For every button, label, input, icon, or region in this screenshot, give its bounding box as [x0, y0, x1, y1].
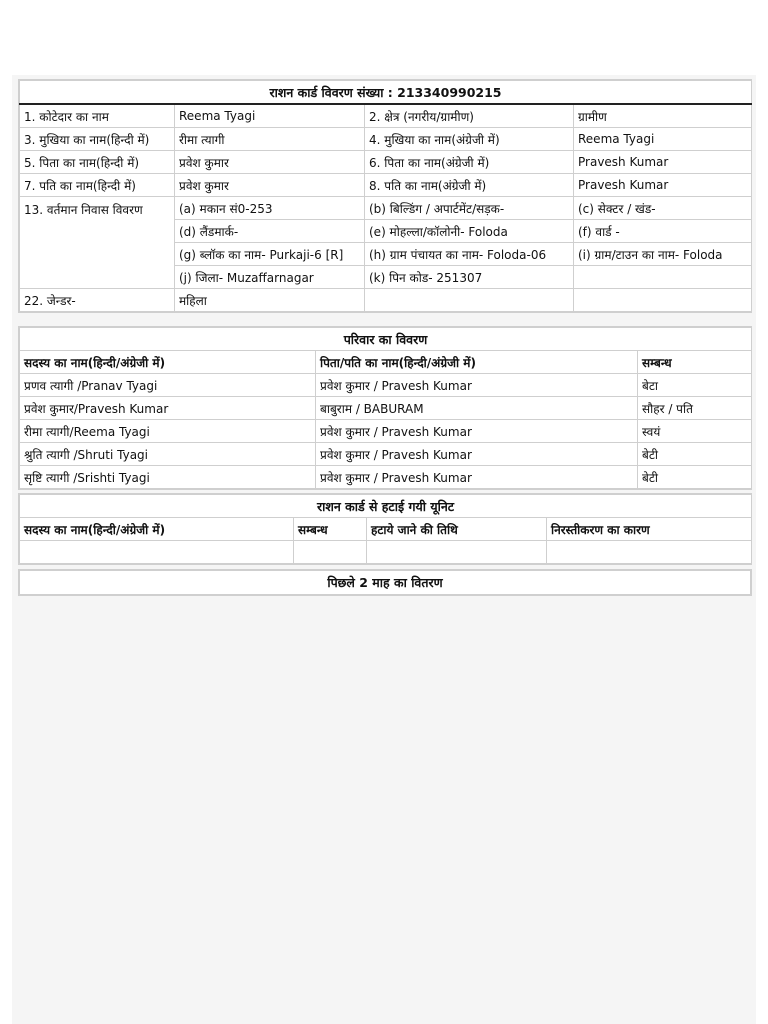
- gram-panchayat: (h) ग्राम पंचायत का नाम- Foloda-06: [365, 243, 574, 266]
- head-name-english-label: 4. मुखिया का नाम(अंग्रेजी में): [365, 128, 574, 151]
- father-name-hindi-value: प्रवेश कुमार: [175, 151, 365, 174]
- pin-code: (k) पिन कोड- 251307: [365, 266, 574, 289]
- table-row: [20, 466, 752, 489]
- removed-units-title: राशन कार्ड से हटाई गयी यूनिट: [20, 495, 752, 518]
- father-name-hindi-label: 5. पिता का नाम(हिन्दी में): [20, 151, 175, 174]
- area-type-label: 2. क्षेत्र (नगरीय/ग्रामीण): [365, 104, 574, 128]
- member-name: रीमा त्यागी/Reema Tyagi: [20, 420, 316, 443]
- landmark: (d) लैंडमार्क-: [175, 220, 365, 243]
- table-row: [20, 197, 752, 220]
- address-label: 13. वर्तमान निवास विवरण: [20, 197, 175, 289]
- removed-relation-header: सम्बन्ध: [294, 518, 367, 541]
- member-name: श्रुति त्यागी /Shruti Tyagi: [20, 443, 316, 466]
- empty-cell: [367, 541, 547, 564]
- family-title: परिवार का विवरण: [20, 328, 752, 351]
- member-name: सृष्टि त्यागी /Srishti Tyagi: [20, 466, 316, 489]
- husband-name-english-label: 8. पति का नाम(अंग्रेजी में): [365, 174, 574, 197]
- empty-cell: [365, 289, 574, 312]
- empty-cell: [574, 266, 752, 289]
- distribution-title: पिछले 2 माह का वितरण: [20, 571, 751, 595]
- father-name-english-value: Pravesh Kumar: [574, 151, 752, 174]
- house-number: (a) मकान सं0-253: [175, 197, 365, 220]
- member-name: प्रणव त्यागी /Pranav Tyagi: [20, 374, 316, 397]
- district: (j) जिला- Muzaffarnagar: [175, 266, 365, 289]
- head-name-hindi-label: 3. मुखिया का नाम(हिन्दी में): [20, 128, 175, 151]
- village-town: (i) ग्राम/टाउन का नाम- Foloda: [574, 243, 752, 266]
- family-table: [19, 327, 752, 489]
- removal-date-header: हटाये जाने की तिथि: [367, 518, 547, 541]
- table-row: [20, 397, 752, 420]
- table-row: [20, 289, 752, 312]
- distribution-section: [18, 569, 752, 596]
- gender-value: महिला: [175, 289, 365, 312]
- relation: सौहर / पति: [638, 397, 752, 420]
- card-details-title: राशन कार्ड विवरण संख्या : 213340990215: [20, 81, 752, 105]
- father-husband-name: प्रवेश कुमार / Pravesh Kumar: [316, 420, 638, 443]
- mohalla-colony: (e) मोहल्ला/कॉलोनी- Foloda: [365, 220, 574, 243]
- father-husband-header: पिता/पति का नाम(हिन्दी/अंग्रेजी में): [316, 351, 638, 374]
- dealer-name-value: Reema Tyagi: [175, 104, 365, 128]
- removed-member-name-header: सदस्य का नाम(हिन्दी/अंग्रेजी में): [20, 518, 294, 541]
- head-name-english-value: Reema Tyagi: [574, 128, 752, 151]
- relation: बेटी: [638, 466, 752, 489]
- relation: बेटा: [638, 374, 752, 397]
- removed-units-section: [18, 493, 752, 565]
- removed-units-table: [19, 494, 752, 564]
- empty-cell: [547, 541, 752, 564]
- empty-cell: [574, 289, 752, 312]
- relation: बेटी: [638, 443, 752, 466]
- card-details-section: [18, 79, 752, 313]
- table-row: [20, 420, 752, 443]
- husband-name-hindi-label: 7. पति का नाम(हिन्दी में): [20, 174, 175, 197]
- member-name: प्रवेश कुमार/Pravesh Kumar: [20, 397, 316, 420]
- table-row: [20, 374, 752, 397]
- dealer-name-label: 1. कोटेदार का नाम: [20, 104, 175, 128]
- husband-name-hindi-value: प्रवेश कुमार: [175, 174, 365, 197]
- area-type-value: ग्रामीण: [574, 104, 752, 128]
- family-section: [18, 326, 752, 490]
- gender-label: 22. जेन्डर-: [20, 289, 175, 312]
- document-page: [12, 75, 756, 1024]
- table-header-row: [20, 518, 752, 541]
- father-husband-name: प्रवेश कुमार / Pravesh Kumar: [316, 466, 638, 489]
- ward: (f) वार्ड -: [574, 220, 752, 243]
- card-details-table: [19, 80, 752, 312]
- relation: स्वयं: [638, 420, 752, 443]
- empty-cell: [20, 541, 294, 564]
- table-row: [20, 443, 752, 466]
- table-row: [20, 151, 752, 174]
- table-header-row: [20, 351, 752, 374]
- member-name-header: सदस्य का नाम(हिन्दी/अंग्रेजी में): [20, 351, 316, 374]
- father-husband-name: प्रवेश कुमार / Pravesh Kumar: [316, 443, 638, 466]
- distribution-table: [19, 570, 751, 595]
- table-row: [20, 174, 752, 197]
- sector-block: (c) सेक्टर / खंड-: [574, 197, 752, 220]
- husband-name-english-value: Pravesh Kumar: [574, 174, 752, 197]
- empty-cell: [294, 541, 367, 564]
- table-row: [20, 104, 752, 128]
- father-husband-name: बाबुराम / BABURAM: [316, 397, 638, 420]
- father-husband-name: प्रवेश कुमार / Pravesh Kumar: [316, 374, 638, 397]
- relation-header: सम्बन्ध: [638, 351, 752, 374]
- table-row: [20, 128, 752, 151]
- block-name: (g) ब्लॉक का नाम- Purkaji-6 [R]: [175, 243, 365, 266]
- cancellation-reason-header: निरस्तीकरण का कारण: [547, 518, 752, 541]
- father-name-english-label: 6. पिता का नाम(अंग्रेजी में): [365, 151, 574, 174]
- building-street: (b) बिल्डिंग / अपार्टमेंट/सड़क-: [365, 197, 574, 220]
- head-name-hindi-value: रीमा त्यागी: [175, 128, 365, 151]
- table-row: [20, 541, 752, 564]
